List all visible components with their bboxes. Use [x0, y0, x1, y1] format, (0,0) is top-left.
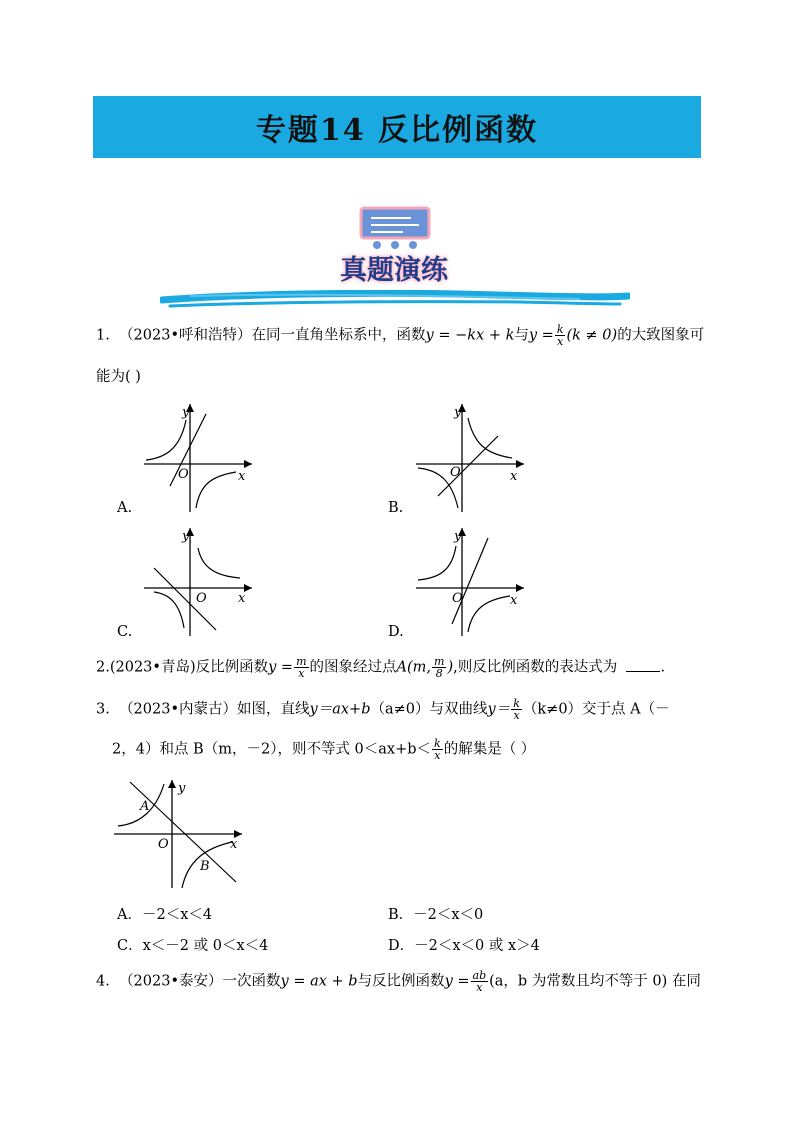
option-b[interactable]: B. [388, 500, 404, 516]
origin-label: O [196, 591, 207, 606]
fraction-m-over-x: $\frac{m}{x}$ [296, 655, 307, 680]
question-3-line2: 2，4）和点 B（m，－2），则不等式 0＜ax+b＜ $\frac{k}{x}$ 的解集是（ ） [112, 737, 536, 762]
option-d[interactable]: D. [388, 624, 404, 640]
origin-label: O [450, 465, 461, 480]
origin-label: O [158, 837, 169, 852]
brush-stroke-divider [160, 290, 630, 312]
question-1-line2: 能为( ) [96, 369, 141, 385]
option-c[interactable]: C. [117, 624, 133, 640]
x-axis-label: x [510, 593, 518, 608]
point-a-label: A [140, 799, 150, 814]
page-title: 专题14 反比例函数 [255, 113, 539, 148]
fraction-ab-over-x: $\frac{ab}{x}$ [472, 969, 487, 994]
fraction-k-over-x: $\frac{k}{x}$ [513, 697, 520, 722]
question-3: 3. （2023•内蒙古）如图，直线y＝ax+b（a≠0）与双曲线y＝ $\frac{k}{x}$ （k≠0）交于点 A（－ [96, 697, 670, 722]
question-1: 1. （2023•呼和浩特）在同一直角坐标系中，函数y = −kx + k与y = $\frac{k}{x}$ (k ≠ 0)的大致图象可 [96, 323, 705, 348]
option-a[interactable]: A. [117, 500, 133, 516]
section-badge [340, 196, 460, 292]
q3-option-c[interactable]: C．x＜－2 或 0＜x＜4 [117, 938, 269, 954]
q3-option-d[interactable]: D．－2＜x＜0 或 x＞4 [388, 938, 540, 954]
chat-bubble-icon [355, 204, 435, 252]
point-b-label: B [200, 859, 210, 874]
fraction-m-over-8: $\frac{m}{8}$ [434, 655, 445, 680]
x-axis-label: x [510, 469, 518, 484]
x-axis-label: x [238, 469, 246, 484]
y-axis-label: y [182, 405, 190, 420]
fraction-k-over-x: $\frac{k}{x}$ [556, 323, 564, 348]
x-axis-label: x [238, 591, 246, 606]
graph-option-c [140, 524, 255, 639]
fraction-k-over-x-2: $\frac{k}{x}$ [434, 737, 441, 762]
answer-blank[interactable] [626, 657, 660, 672]
graph-option-d [412, 524, 527, 639]
badge-label: 真题演练 [340, 255, 448, 286]
q3-option-a[interactable]: A．－2＜x＜4 [117, 907, 213, 923]
y-axis-label: y [178, 781, 186, 796]
graph-option-a [140, 400, 255, 515]
q3-option-b[interactable]: B．－2＜x＜0 [388, 907, 484, 923]
title-banner [93, 96, 701, 158]
y-axis-label: y [454, 529, 462, 544]
graph-question-3 [110, 776, 250, 891]
x-axis-label: x [230, 837, 238, 852]
y-axis-label: y [454, 405, 462, 420]
origin-label: O [452, 591, 463, 606]
origin-label: O [178, 467, 189, 482]
y-axis-label: y [182, 529, 190, 544]
question-2: 2.(2023•青岛)反比例函数y = $\frac{m}{x}$ 的图象经过点A(m, $\frac{m}{8}$ ),则反比例函数的表达式为 . [96, 655, 666, 680]
graph-option-b [412, 400, 527, 515]
question-4: 4. （2023•泰安）一次函数y = ax + b与反比例函数y = $\frac{ab}{x}$ (a，b 为常数且均不等于 0) 在同 [96, 969, 701, 994]
